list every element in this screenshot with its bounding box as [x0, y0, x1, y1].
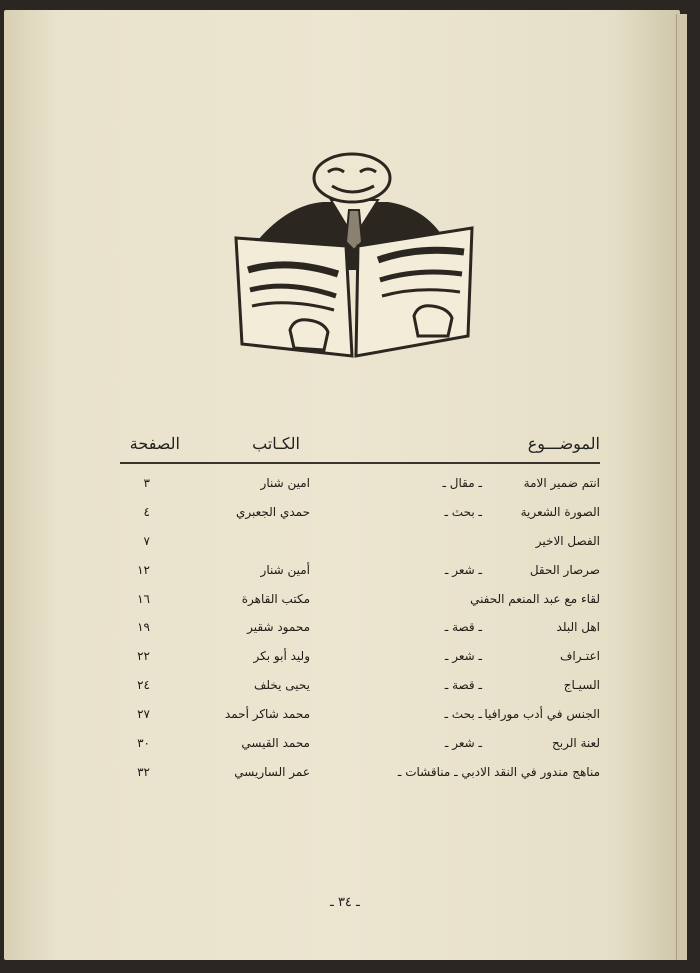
row-page: ٣٢ [137, 764, 150, 779]
row-type: ـ شعر ـ [444, 649, 482, 664]
row-page: ٧ [143, 533, 150, 548]
table-of-contents [120, 430, 600, 786]
row-topic: السيـاج [563, 678, 600, 693]
row-topic: الجنس في أدب مورافيا [484, 707, 600, 722]
row-page: ٢٧ [137, 707, 150, 722]
row-author: محمد شاكر أحمد [224, 707, 310, 722]
row-topic: لقاء مع عبد المنعم الحفني [470, 591, 600, 606]
row-topic: انتم ضمير الامة [523, 476, 600, 490]
toc-row [120, 670, 600, 699]
toc-row [120, 641, 600, 670]
row-page: ٤ [143, 504, 150, 519]
row-type: ـ شعر ـ [444, 562, 482, 577]
row-page: ٢٢ [137, 649, 150, 664]
row-topic: صرصار الحقل [529, 562, 600, 577]
row-type: ـ بحث ـ [444, 707, 482, 722]
row-author: يحيى يخلف [253, 678, 310, 693]
toc-row [120, 468, 600, 497]
row-type: ـ بحث ـ [444, 504, 482, 519]
header-topic: الموضـــوع [527, 434, 600, 453]
row-topic: الفصل الاخير [535, 533, 600, 548]
row-topic: لعنة الربح [551, 736, 600, 751]
row-type: ـ شعر ـ [444, 736, 482, 751]
row-page: ١٦ [137, 591, 150, 606]
page-number: ـ ٣٤ ـ [330, 895, 360, 910]
toc-row [120, 612, 600, 641]
toc-row [120, 699, 600, 728]
row-topic: اعتـراف [559, 649, 600, 664]
toc-row [120, 757, 600, 786]
row-author: وليد أبو بكر [253, 649, 310, 664]
row-type: ـ قصة ـ [444, 620, 482, 635]
toc-row [120, 728, 600, 757]
row-author: عمر الساريسي [234, 764, 310, 779]
row-type: ـ مقال ـ [442, 476, 482, 490]
row-page: ٣ [143, 476, 150, 490]
header-page: الصفحة [129, 434, 180, 453]
toc-row [120, 526, 600, 555]
row-author: محمود شقير [247, 620, 310, 635]
row-page: ١٩ [137, 620, 150, 635]
row-author: أمين شنار [260, 562, 310, 577]
page-edge [676, 14, 687, 960]
row-topic: مناهج مندور في النقد الادبي ـ مناقشات ـ [397, 764, 600, 779]
row-author: مكتب القاهرة [241, 591, 310, 606]
row-page: ٣٠ [137, 736, 150, 751]
header-author: الكـاتب [252, 434, 300, 453]
row-topic: الصورة الشعرية [520, 504, 600, 519]
toc-row [120, 555, 600, 584]
row-author: حمدي الجعبري [235, 504, 310, 519]
row-page: ١٢ [137, 562, 150, 577]
row-page: ٢٤ [137, 678, 150, 693]
row-topic: اهل البلد [556, 620, 600, 635]
row-type: ـ قصة ـ [444, 678, 482, 693]
row-author: محمد القيسي [241, 736, 310, 751]
man-reading-newspaper-illustration [228, 150, 480, 362]
row-author: امين شنار [260, 476, 310, 490]
toc-row [120, 584, 600, 613]
toc-header [120, 430, 600, 464]
toc-row [120, 497, 600, 526]
